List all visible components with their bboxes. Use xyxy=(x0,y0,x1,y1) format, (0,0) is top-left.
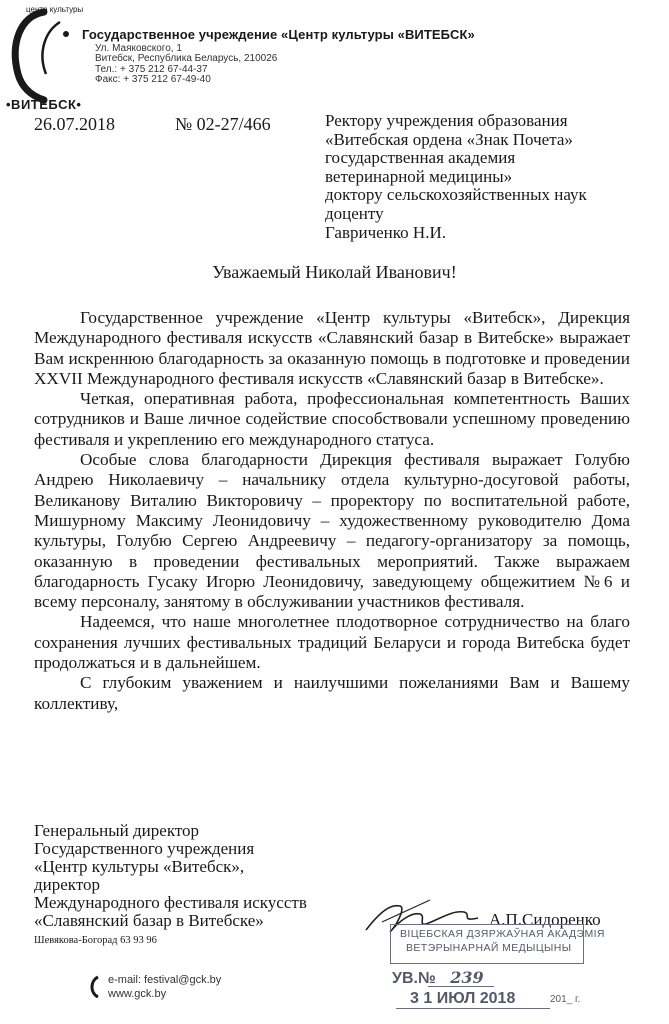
organization-address xyxy=(95,44,277,86)
document-date: 26.07.2018 xyxy=(34,114,115,134)
executor-contact: Шевякова-Богорад 63 93 96 xyxy=(34,935,157,946)
registration-stamp xyxy=(390,924,605,1018)
stamp-underline xyxy=(428,986,494,987)
signatory-title-line: Генеральный директор xyxy=(34,821,200,840)
body-paragraph: Надеемся, что наше многолетнее плодотворное сотрудничество на благо сохранения лучших фестивальных традиций Беларуси и города Витебска будет продолжаться и в дальнейшем. xyxy=(34,612,630,673)
document-number: № 02-27/466 xyxy=(175,114,271,134)
stamp-reg-prefix: УВ.№ xyxy=(392,970,436,987)
logo-text: •ВИТЕБСК• xyxy=(6,97,82,112)
salutation: Уважаемый Николай Иванович! xyxy=(212,262,457,282)
signer-name: А.П.Сидоренко xyxy=(489,910,601,929)
signatory-title-line: «Славянский базар в Витебске» xyxy=(34,911,264,930)
recipient-block xyxy=(325,112,587,242)
signatory-title-line: «Центр культуры «Витебск», xyxy=(34,857,245,876)
letter-body xyxy=(34,308,630,714)
footer-contacts xyxy=(108,973,221,1001)
footer-website: www.gck.by xyxy=(108,988,167,1000)
signatory-title-line: директор xyxy=(34,875,101,894)
stamp-institution-line: ВЕТЭРЫНАРНАЙ МЕДЫЦЫНЫ xyxy=(406,942,572,954)
stamp-underline xyxy=(396,1008,550,1009)
recipient-line: ветеринарной медицины» xyxy=(325,166,513,186)
logo-arc-text: центр культуры xyxy=(26,5,84,14)
recipient-line: государственная академия xyxy=(325,148,516,168)
stamp-institution-line: ВІЦЕБСКАЯ ДЗЯРЖАЎНАЯ АКАДЭМІЯ xyxy=(400,928,605,940)
stamp-reg-number: 239 xyxy=(450,968,484,987)
phone-number: Тел.: + 375 212 67-44-37 xyxy=(95,63,208,75)
recipient-line: доценту xyxy=(325,203,384,223)
footer-logo-mark-icon xyxy=(88,975,102,999)
signatory-title-block xyxy=(34,822,307,930)
body-paragraph: С глубоким уважением и наилучшими пожеланиями Вам и Вашему коллективу, xyxy=(34,673,630,713)
stamp-year-suffix: 201_ г. xyxy=(550,994,581,1005)
body-paragraph: Особые слова благодарности Дирекция фестиваля выражает Голубю Андрею Николаевичу – начальнику отдела культурно-досуговой работы, Великанову Виталию Викторовичу – проректору по воспитательной работе, Мишурному Максиму Леонидовичу – художественному руководителю Дома культуры, Голубю Сергею Андреевичу – педагогу-организатору за помощь, оказанную в проведении фестивальных мероприятий. Также выражаем благодарность Гусаку Игорю Леонидовичу, заведующему общежитием №6 и всему персоналу, занятому в обслуживании участников фестиваля. xyxy=(34,450,630,612)
recipient-line: «Витебская ордена «Знак Почета» xyxy=(325,129,573,149)
recipient-line: доктору сельскохозяйственных наук xyxy=(325,185,587,205)
signatory-title-line: Международного фестиваля искусств xyxy=(34,893,307,912)
address-street: Ул. Маяковского, 1 xyxy=(95,43,182,54)
footer-email: e-mail: festival@gck.by xyxy=(108,974,222,986)
signatory-title-line: Государственного учреждения xyxy=(34,839,255,858)
address-city: Витебск, Республика Беларусь, 210026 xyxy=(95,53,278,65)
fax-number: Факс: + 375 212 67-49-40 xyxy=(95,74,211,86)
stamp-date: 3 1 ИЮЛ 2018 xyxy=(410,990,516,1007)
body-paragraph: Четкая, оперативная работа, профессиональная компетентность Ваших сотрудников и Ваше личное содействие способствовали успешному проведению фестиваля и укреплению его международного статуса. xyxy=(34,389,630,449)
stamp-registration xyxy=(392,968,484,988)
body-paragraph: Государственное учреждение «Центр культуры «Витебск», Дирекция Международного фестиваля искусств «Славянский базар в Витебске» выражает Вам искреннюю благодарность за оказанную помощь в подготовке и проведении XXVII Международного фестиваля искусств «Славянский базар в Витебске». xyxy=(34,308,630,388)
organization-name: Государственное учреждение «Центр культуры «ВИТЕБСК» xyxy=(82,27,475,42)
recipient-line: Гавриченко Н.И. xyxy=(325,222,446,242)
recipient-line: Ректору учреждения образования xyxy=(325,111,568,130)
